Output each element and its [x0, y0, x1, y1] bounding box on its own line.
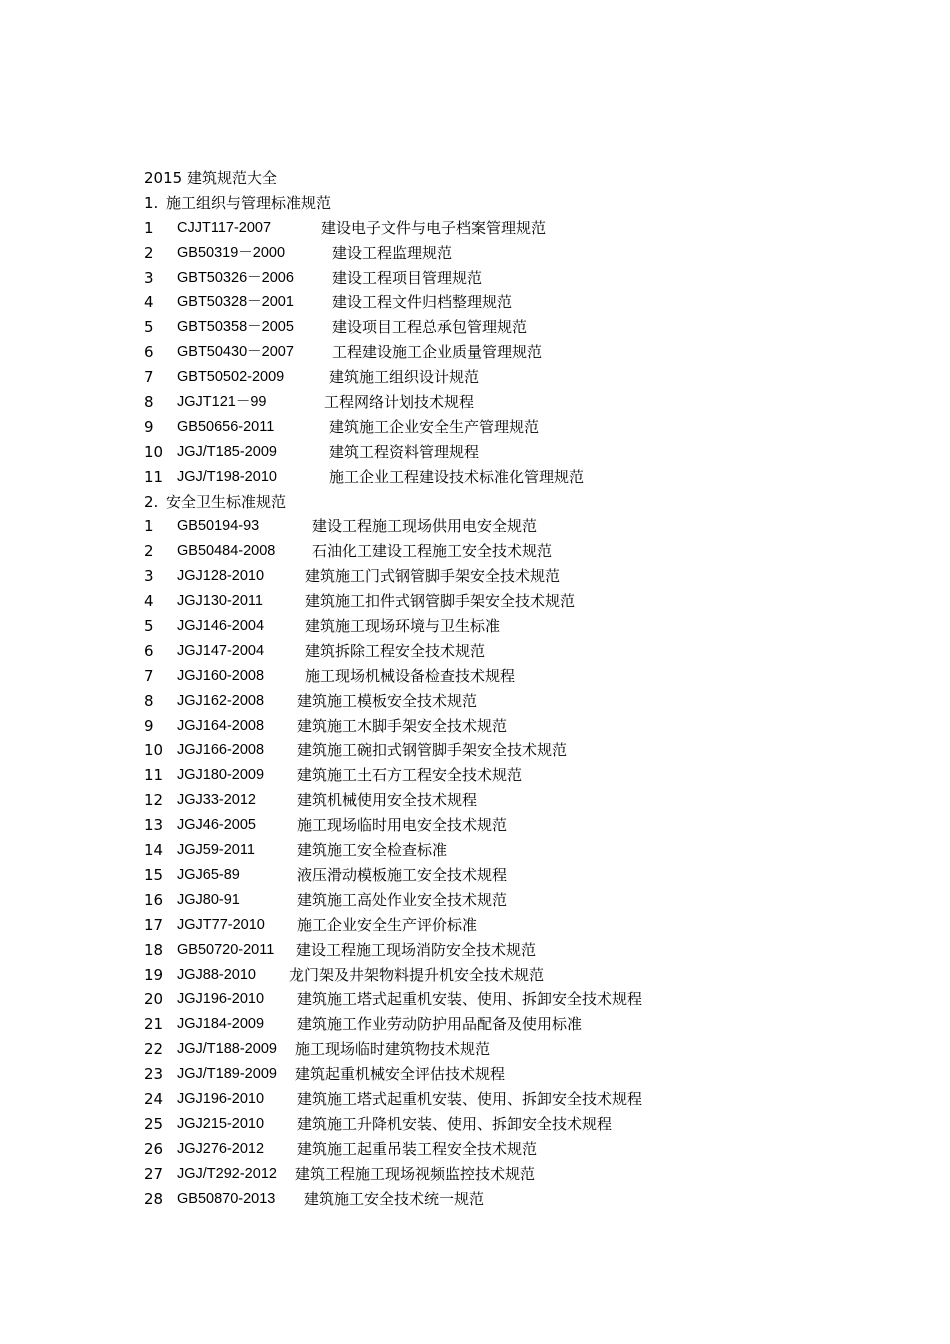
item-number: 6 — [144, 343, 154, 362]
list-item — [144, 863, 864, 888]
item-number: 5 — [144, 318, 154, 337]
document-title: 2015 建筑规范大全 — [144, 169, 277, 187]
item-number: 5 — [144, 617, 154, 636]
section-heading — [144, 191, 864, 216]
item-number: 18 — [144, 940, 164, 959]
list-item — [144, 987, 864, 1012]
item-number: 20 — [144, 990, 164, 1009]
list-item — [144, 1012, 864, 1037]
standard-code: JGJ166-2008 — [177, 742, 265, 759]
item-number: 8 — [144, 393, 154, 412]
standard-name: 建筑施工塔式起重机安装、使用、拆卸安全技术规程 — [297, 990, 643, 1009]
list-item — [144, 763, 864, 788]
standard-code: GBT50358－2005 — [177, 319, 294, 336]
standard-name: 建筑施工安全技术统一规范 — [304, 1189, 485, 1208]
item-number: 27 — [144, 1164, 164, 1183]
item-number: 9 — [144, 716, 154, 735]
standard-code: JGJ/T185-2009 — [177, 443, 277, 460]
standard-name: 施工企业工程建设技术标准化管理规范 — [329, 467, 585, 486]
standard-code: JGJ196-2010 — [177, 1090, 265, 1107]
standard-name: 建筑施工安全检查标准 — [297, 841, 448, 860]
list-item — [144, 1087, 864, 1112]
list-item — [144, 614, 864, 639]
standard-code: GB50656-2011 — [177, 418, 275, 435]
list-item — [144, 888, 864, 913]
standard-code: GB50720-2011 — [177, 941, 275, 958]
standard-code: GB50194-93 — [177, 518, 260, 535]
item-number: 1 — [144, 517, 154, 536]
list-item — [144, 1162, 864, 1187]
standard-code: GBT50328－2001 — [177, 294, 294, 311]
list-item — [144, 1187, 864, 1212]
item-number: 28 — [144, 1189, 164, 1208]
standard-name: 建筑施工作业劳动防护用品配备及使用标准 — [297, 1015, 583, 1034]
standard-code: JGJT77-2010 — [177, 916, 265, 933]
item-number: 2 — [144, 542, 154, 561]
standard-name: 石油化工建设工程施工安全技术规范 — [312, 542, 553, 561]
standard-name: 建筑施工企业安全生产管理规范 — [329, 417, 540, 436]
item-number: 8 — [144, 691, 154, 710]
item-number: 4 — [144, 293, 154, 312]
standard-name: 施工企业安全生产评价标准 — [297, 915, 478, 934]
standard-code: GBT50326－2006 — [177, 269, 294, 286]
standard-name: 建筑施工现场环境与卫生标准 — [305, 617, 501, 636]
standard-name: 建筑工程施工现场视频监控技术规范 — [295, 1164, 536, 1183]
standard-name: 建设工程施工现场供用电安全规范 — [312, 517, 538, 536]
section-heading — [144, 490, 864, 515]
item-number: 11 — [144, 766, 164, 785]
item-number: 24 — [144, 1089, 164, 1108]
standard-name: 建筑施工组织设计规范 — [329, 368, 480, 387]
standard-code: JGJ162-2008 — [177, 692, 265, 709]
item-number: 25 — [144, 1114, 164, 1133]
list-item — [144, 913, 864, 938]
standard-name: 施工现场临时建筑物技术规范 — [295, 1040, 491, 1059]
standard-code: JGJT121－99 — [177, 394, 267, 411]
standard-name: 建筑拆除工程安全技术规范 — [305, 641, 486, 660]
item-number: 10 — [144, 741, 164, 760]
section-heading-text: 安全卫生标准规范 — [166, 492, 287, 511]
list-item — [144, 390, 864, 415]
document-content — [144, 166, 864, 1211]
standard-name: 建筑施工升降机安装、使用、拆卸安全技术规程 — [297, 1114, 613, 1133]
standard-code: JGJ196-2010 — [177, 991, 265, 1008]
standard-name: 工程建设施工企业质量管理规范 — [332, 343, 543, 362]
list-item — [144, 738, 864, 763]
list-item — [144, 241, 864, 266]
section-heading-text: 施工组织与管理标准规范 — [166, 193, 332, 212]
list-item — [144, 639, 864, 664]
list-item — [144, 216, 864, 241]
item-number: 2 — [144, 243, 154, 262]
list-item — [144, 340, 864, 365]
standard-name: 建筑施工塔式起重机安装、使用、拆卸安全技术规程 — [297, 1089, 643, 1108]
standard-code: JGJ130-2011 — [177, 593, 263, 610]
standard-name: 施工现场机械设备检查技术规程 — [305, 666, 516, 685]
standard-name: 建筑施工木脚手架安全技术规范 — [297, 716, 508, 735]
list-item — [144, 365, 864, 390]
list-item — [144, 938, 864, 963]
item-number: 3 — [144, 268, 154, 287]
standard-name: 施工现场临时用电安全技术规范 — [297, 816, 508, 835]
item-number: 14 — [144, 841, 164, 860]
standard-name: 建筑施工扣件式钢管脚手架安全技术规范 — [305, 592, 576, 611]
item-number: 3 — [144, 567, 154, 586]
list-item — [144, 415, 864, 440]
item-number: 26 — [144, 1139, 164, 1158]
list-item — [144, 589, 864, 614]
item-number: 22 — [144, 1040, 164, 1059]
standard-code: GBT50430－2007 — [177, 344, 294, 361]
standard-code: JGJ88-2010 — [177, 966, 256, 983]
item-number: 16 — [144, 890, 164, 909]
item-number: 11 — [144, 467, 164, 486]
list-item — [144, 1062, 864, 1087]
item-number: 10 — [144, 442, 164, 461]
standard-name: 工程网络计划技术规程 — [324, 393, 475, 412]
list-item — [144, 290, 864, 315]
list-item — [144, 813, 864, 838]
standard-name: 建设工程监理规范 — [332, 243, 453, 262]
list-item — [144, 714, 864, 739]
standard-code: JGJ80-91 — [177, 891, 240, 908]
item-number: 17 — [144, 915, 164, 934]
standard-name: 建筑机械使用安全技术规程 — [297, 791, 478, 810]
item-number: 19 — [144, 965, 164, 984]
list-item — [144, 1137, 864, 1162]
standard-code: GB50319－2000 — [177, 244, 286, 261]
standard-code: GB50484-2008 — [177, 543, 276, 560]
standard-name: 建设项目工程总承包管理规范 — [332, 318, 528, 337]
standard-code: JGJ276-2012 — [177, 1140, 265, 1157]
list-item — [144, 440, 864, 465]
standard-name: 液压滑动模板施工安全技术规程 — [297, 865, 508, 884]
item-number: 13 — [144, 816, 164, 835]
list-item — [144, 1112, 864, 1137]
standard-code: JGJ215-2010 — [177, 1115, 265, 1132]
standard-name: 建筑起重机械安全评估技术规程 — [295, 1065, 506, 1084]
item-number: 4 — [144, 592, 154, 611]
standard-code: JGJ33-2012 — [177, 792, 256, 809]
standard-code: JGJ65-89 — [177, 866, 240, 883]
standard-name: 建筑施工高处作业安全技术规范 — [297, 890, 508, 909]
standard-code: JGJ59-2011 — [177, 842, 255, 859]
item-number: 7 — [144, 368, 154, 387]
list-item — [144, 564, 864, 589]
standard-name: 建筑施工土石方工程安全技术规范 — [297, 766, 523, 785]
item-number: 1 — [144, 218, 154, 237]
item-number: 12 — [144, 791, 164, 810]
item-number: 6 — [144, 641, 154, 660]
standard-name: 建筑施工模板安全技术规范 — [297, 691, 478, 710]
section-number: 2. — [144, 492, 159, 511]
standard-code: JGJ128-2010 — [177, 568, 265, 585]
standard-code: JGJ160-2008 — [177, 667, 265, 684]
standard-name: 龙门架及井架物料提升机安全技术规范 — [289, 965, 545, 984]
standard-name: 建设工程文件归档整理规范 — [332, 293, 513, 312]
standard-code: GBT50502-2009 — [177, 369, 285, 386]
list-item — [144, 514, 864, 539]
list-item — [144, 963, 864, 988]
list-item — [144, 315, 864, 340]
item-number: 7 — [144, 666, 154, 685]
list-item — [144, 539, 864, 564]
standard-code: JGJ147-2004 — [177, 642, 265, 659]
standard-name: 建筑施工门式钢管脚手架安全技术规范 — [305, 567, 561, 586]
standard-code: JGJ146-2004 — [177, 618, 265, 635]
standard-code: JGJ/T292-2012 — [177, 1165, 277, 1182]
standard-name: 建筑施工起重吊装工程安全技术规范 — [297, 1139, 538, 1158]
item-number: 21 — [144, 1015, 164, 1034]
item-number: 15 — [144, 865, 164, 884]
standard-code: JGJ/T188-2009 — [177, 1041, 277, 1058]
list-item — [144, 1037, 864, 1062]
standard-name: 建设工程施工现场消防安全技术规范 — [296, 940, 537, 959]
section-number: 1. — [144, 193, 159, 212]
standard-code: JGJ/T189-2009 — [177, 1066, 277, 1083]
standard-name: 建筑施工碗扣式钢管脚手架安全技术规范 — [297, 741, 568, 760]
standard-code: GB50870-2013 — [177, 1190, 276, 1207]
standard-name: 建设工程项目管理规范 — [332, 268, 483, 287]
list-item — [144, 465, 864, 490]
item-number: 9 — [144, 417, 154, 436]
standard-name: 建设电子文件与电子档案管理规范 — [321, 218, 547, 237]
standard-name: 建筑工程资料管理规程 — [329, 442, 480, 461]
standard-code: JGJ/T198-2010 — [177, 468, 277, 485]
standard-code: JGJ184-2009 — [177, 1016, 265, 1033]
standard-code: JGJ164-2008 — [177, 717, 265, 734]
list-item — [144, 664, 864, 689]
standard-code: JGJ46-2005 — [177, 817, 256, 834]
list-item — [144, 838, 864, 863]
standard-code: CJJT117-2007 — [177, 219, 272, 236]
item-number: 23 — [144, 1065, 164, 1084]
list-item — [144, 689, 864, 714]
list-item — [144, 788, 864, 813]
standard-code: JGJ180-2009 — [177, 767, 265, 784]
list-item — [144, 266, 864, 291]
